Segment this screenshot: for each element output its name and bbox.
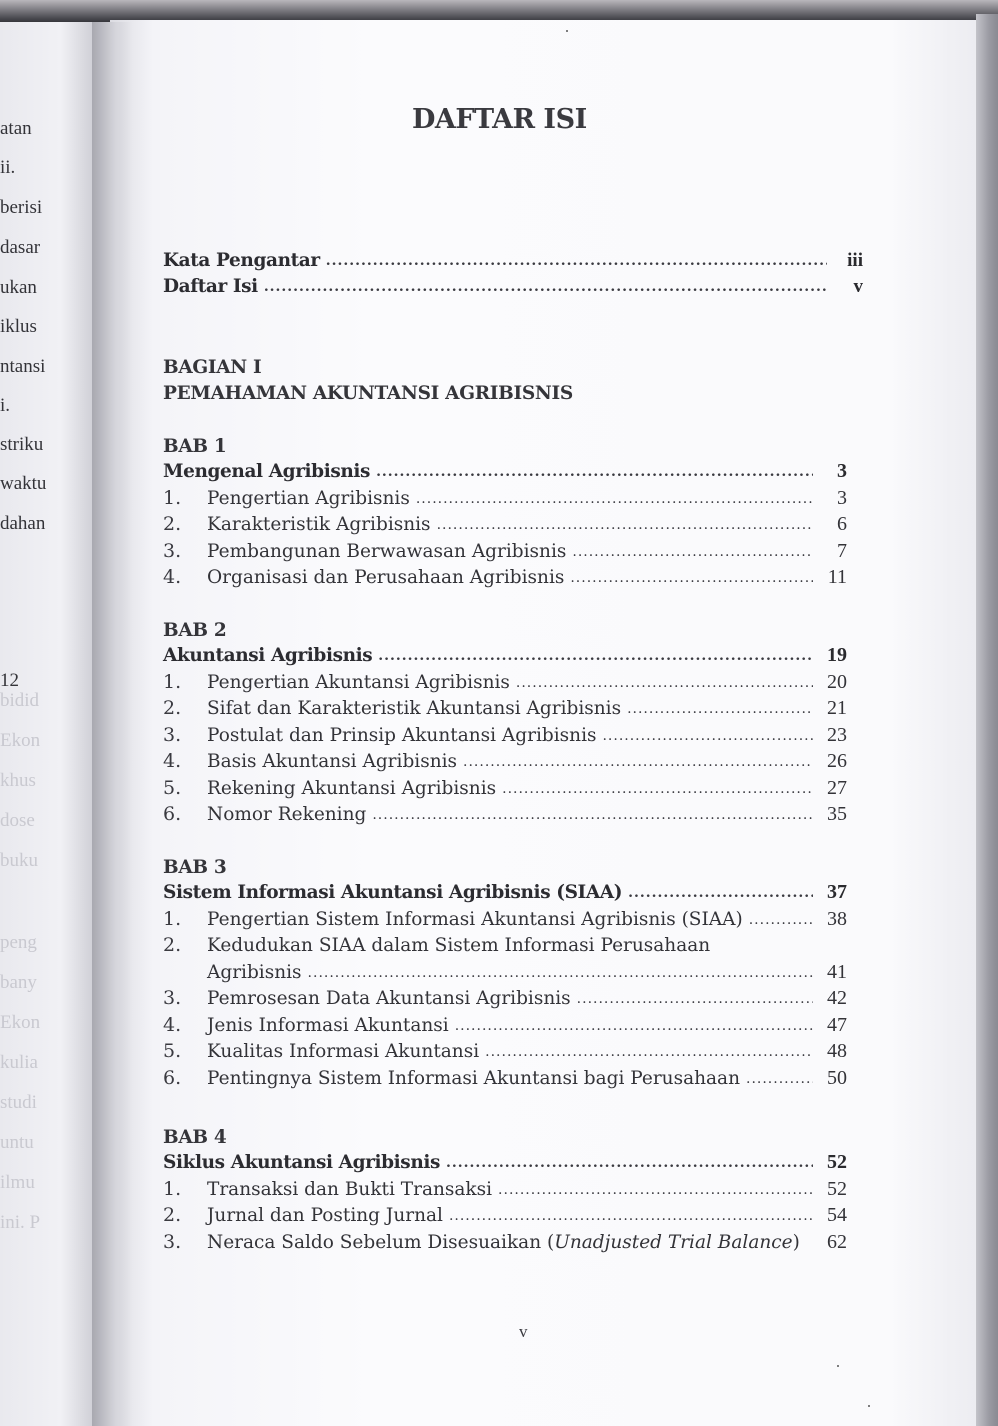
item-page: 48	[827, 1040, 847, 1062]
prev-page-line: berisi	[0, 197, 43, 218]
item-label: Organisasi dan Perusahaan Agribisnis	[207, 567, 565, 588]
dot-leader	[746, 1070, 813, 1084]
dot-leader	[463, 753, 813, 767]
chapter-label: BAB 4	[163, 1127, 227, 1148]
item-label: Pentingnya Sistem Informasi Akuntansi bagi Perusahaan	[207, 1067, 740, 1089]
item-label: Rekening Akuntansi Agribisnis	[207, 777, 497, 799]
part-title: PEMAHAMAN AKUNTANSI AGRIBISNIS	[163, 383, 573, 404]
toc-entry-daftar-isi[interactable]	[163, 276, 863, 302]
toc-item[interactable]	[163, 987, 847, 1014]
item-label-suffix: )	[792, 1231, 800, 1253]
prev-page-faint-line: kulia	[0, 1052, 38, 1073]
item-number: 3.	[163, 987, 182, 1009]
item-number: 3.	[163, 539, 182, 562]
dot-leader	[749, 911, 813, 925]
item-number: 4.	[163, 566, 182, 588]
toc-entry-kata-pengantar[interactable]	[163, 250, 863, 276]
toc-item[interactable]	[163, 540, 847, 567]
item-label: Sifat dan Karakteristik Akuntansi Agribisnis	[207, 698, 622, 719]
dot-leader	[570, 569, 813, 583]
item-page: 3	[837, 486, 847, 509]
toc-item[interactable]	[163, 1204, 847, 1231]
item-label	[207, 1232, 800, 1253]
chapter-title: Mengenal Agribisnis	[163, 461, 371, 482]
chapter-title: Akuntansi Agribisnis	[163, 645, 373, 666]
dot-leader	[602, 727, 813, 741]
item-page: 54	[827, 1204, 847, 1226]
item-number: 2.	[163, 513, 182, 535]
dot-leader	[628, 884, 813, 898]
item-page: 41	[827, 960, 847, 983]
item-label-italic: Unadjusted Trial Balance	[554, 1231, 793, 1253]
prev-page-faint-line: buku	[0, 850, 38, 871]
item-number: 2.	[163, 934, 182, 956]
dot-leader	[437, 516, 813, 530]
toc-item[interactable]	[163, 566, 847, 593]
page-right-edge	[976, 14, 998, 1426]
toc-item[interactable]	[163, 724, 847, 751]
prev-page-number: 12	[0, 670, 19, 691]
page-number: v	[519, 1322, 528, 1341]
toc-item[interactable]	[163, 1040, 847, 1067]
toc-item[interactable]	[163, 1067, 847, 1094]
item-page: 27	[827, 776, 847, 799]
chapter-title: Siklus Akuntansi Agribisnis	[163, 1152, 441, 1173]
item-number: 4.	[163, 1013, 182, 1036]
toc-item[interactable]	[163, 487, 847, 514]
prev-page-faint-line: dose	[0, 810, 35, 831]
toc-item[interactable]	[163, 1178, 847, 1205]
item-label: Pengertian Agribisnis	[207, 487, 410, 509]
prev-page-line: i.	[0, 395, 11, 416]
toc-item[interactable]	[163, 777, 847, 804]
prev-page-line: ntansi	[0, 356, 46, 377]
toc-item[interactable]	[163, 671, 847, 698]
prev-page-faint-line: Ekon	[0, 730, 41, 751]
item-label: Basis Akuntansi Agribisnis	[207, 751, 458, 772]
dot-leader	[455, 1017, 813, 1031]
chapter-2	[163, 618, 847, 830]
item-page: 6	[837, 513, 847, 535]
item-number: 2.	[163, 1204, 182, 1226]
item-label: Jenis Informasi Akuntansi	[207, 1014, 449, 1036]
book-gutter-shadow	[92, 22, 132, 1426]
dot-leader	[264, 278, 827, 292]
chapter-title-entry[interactable]	[163, 1151, 847, 1178]
dot-leader	[498, 1181, 813, 1195]
chapter-4	[163, 1125, 847, 1257]
prev-page-line: atan	[0, 118, 32, 139]
item-page: 11	[827, 566, 847, 588]
chapter-3	[163, 855, 847, 1093]
dot-leader	[308, 964, 813, 978]
prev-page-line: waktu	[0, 473, 47, 494]
item-label: Pengertian Akuntansi Agribisnis	[207, 671, 510, 693]
chapter-title-entry[interactable]	[163, 644, 847, 671]
item-number: 1.	[163, 486, 182, 509]
item-number: 5.	[163, 776, 182, 799]
prev-page-faint-line: studi	[0, 1092, 37, 1113]
prev-page-line: ii.	[0, 157, 16, 178]
item-page: 62	[827, 1230, 847, 1253]
toc-entry-page: iii	[847, 250, 863, 271]
prev-page-faint-line: khus	[0, 770, 36, 791]
prev-page-faint-line: bany	[0, 972, 37, 993]
dot-leader	[627, 700, 813, 714]
prev-page-faint-line: Ekon	[0, 1012, 41, 1033]
item-label: Agribisnis	[207, 961, 302, 983]
chapter-page: 37	[827, 881, 847, 903]
item-page: 26	[827, 750, 847, 772]
chapter-page: 3	[837, 460, 847, 482]
prev-page-line: striku	[0, 434, 44, 455]
toc-item[interactable]	[163, 803, 847, 830]
dot-leader	[502, 780, 813, 794]
prev-page-faint-line: ilmu	[0, 1172, 35, 1193]
item-number: 2.	[163, 697, 182, 719]
item-label-line1: Kedudukan SIAA dalam Sistem Informasi Perusahaan	[207, 935, 711, 956]
item-label: Karakteristik Agribisnis	[207, 514, 431, 535]
prev-page-line: ukan	[0, 277, 37, 298]
toc-item[interactable]	[163, 750, 847, 777]
item-label: Pembangunan Berwawasan Agribisnis	[207, 540, 567, 562]
chapter-page: 19	[827, 644, 847, 666]
chapter-label: BAB 2	[163, 620, 227, 641]
dot-leader	[516, 674, 813, 688]
item-number: 6.	[163, 803, 182, 825]
dot-leader	[326, 252, 827, 266]
toc-item[interactable]	[163, 1231, 847, 1258]
dot-leader	[372, 806, 813, 820]
dot-leader	[446, 1154, 813, 1168]
item-number: 5.	[163, 1040, 182, 1062]
chapter-label: BAB 3	[163, 857, 227, 878]
toc-item-wrapped-line[interactable]	[163, 934, 847, 961]
item-number: 3.	[163, 723, 182, 746]
item-number: 4.	[163, 750, 182, 772]
chapter-page: 52	[827, 1151, 847, 1173]
dot-leader	[378, 647, 813, 661]
scan-speck	[868, 1405, 870, 1407]
item-page: 38	[827, 907, 847, 930]
chapter-title-entry[interactable]	[163, 881, 847, 908]
dot-leader	[416, 490, 813, 504]
item-page: 47	[827, 1013, 847, 1036]
item-label: Nomor Rekening	[207, 804, 367, 825]
chapter-1	[163, 434, 847, 593]
item-number: 3.	[163, 1230, 182, 1253]
prev-page-faint-line: untu	[0, 1132, 34, 1153]
chapter-title-entry[interactable]	[163, 460, 847, 487]
chapter-title: Sistem Informasi Akuntansi Agribisnis (SIAA)	[163, 882, 623, 903]
page-title: DAFTAR ISI	[412, 104, 587, 135]
prev-page-faint-line: bidid	[0, 690, 40, 711]
item-label: Pengertian Sistem Informasi Akuntansi Agribisnis (SIAA)	[207, 908, 743, 930]
item-page: 35	[827, 803, 847, 825]
prev-page-faint-line: ini. P	[0, 1212, 41, 1233]
item-page: 42	[827, 987, 847, 1009]
item-label: Pemrosesan Data Akuntansi Agribisnis	[207, 988, 571, 1009]
part-label: BAGIAN I	[163, 357, 262, 378]
item-page: 20	[827, 670, 847, 693]
prev-page-faint-line: peng	[0, 932, 37, 953]
dot-leader	[572, 543, 813, 557]
item-page: 23	[827, 723, 847, 746]
item-number: 1.	[163, 670, 182, 693]
prev-page-line: iklus	[0, 316, 37, 337]
chapter-label: BAB 1	[163, 436, 227, 457]
toc-item[interactable]	[163, 513, 847, 540]
toc-item[interactable]	[163, 1014, 847, 1041]
dot-leader	[577, 990, 813, 1004]
item-page: 7	[837, 539, 847, 562]
item-page: 50	[827, 1066, 847, 1089]
item-number: 6.	[163, 1066, 182, 1089]
dot-leader	[449, 1207, 813, 1221]
toc-item[interactable]	[163, 961, 847, 988]
part-heading	[163, 355, 847, 407]
item-page: 21	[827, 697, 847, 719]
prev-page-line: dasar	[0, 237, 41, 258]
item-page: 52	[827, 1177, 847, 1200]
item-label: Postulat dan Prinsip Akuntansi Agribisnis	[207, 724, 597, 746]
dot-leader	[485, 1043, 813, 1057]
dot-leader	[376, 463, 813, 477]
item-label: Kualitas Informasi Akuntansi	[207, 1041, 480, 1062]
toc-entry-label: Daftar Isi	[163, 276, 258, 297]
item-label-main: Neraca Saldo Sebelum Disesuaikan (	[207, 1231, 555, 1253]
toc-item[interactable]	[163, 697, 847, 724]
prev-page-line: dahan	[0, 513, 46, 534]
toc-entry-label: Kata Pengantar	[163, 250, 320, 271]
toc-item[interactable]	[163, 908, 847, 935]
item-number: 1.	[163, 1177, 182, 1200]
item-label: Transaksi dan Bukti Transaksi	[207, 1178, 493, 1200]
scan-speck	[837, 1365, 839, 1367]
scan-speck	[566, 30, 568, 32]
toc-entry-page: v	[853, 276, 863, 297]
front-matter-list	[163, 250, 863, 302]
item-number: 1.	[163, 907, 182, 930]
item-label: Jurnal dan Posting Jurnal	[207, 1205, 443, 1226]
